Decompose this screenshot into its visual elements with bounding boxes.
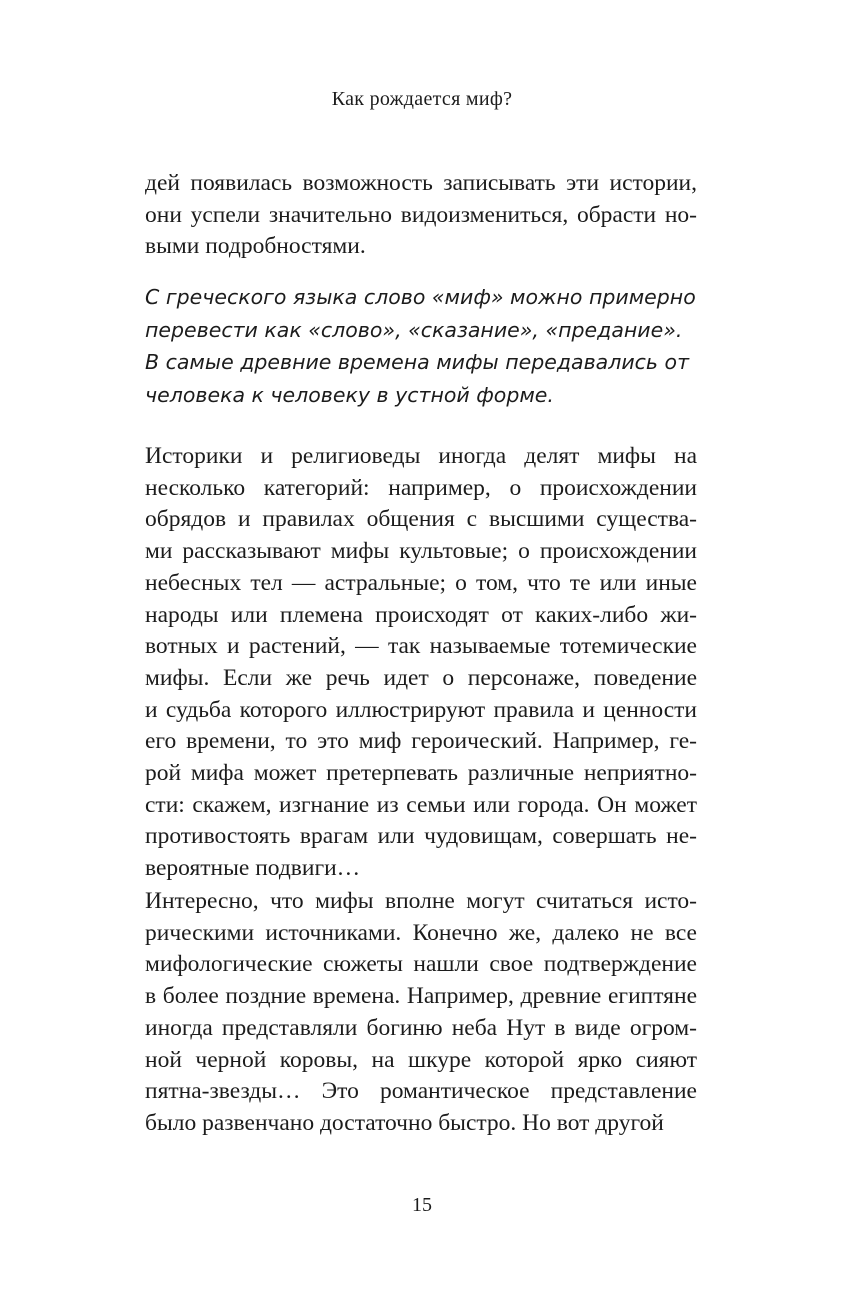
paragraph-continued xyxy=(145,168,697,263)
text-line: народы или племена происходят от каких-либо жи- xyxy=(145,601,697,628)
page-number: 15 xyxy=(412,1194,432,1216)
text-line: его времени, то это миф героический. Например, ге- xyxy=(145,728,697,755)
paragraph-historical-sources xyxy=(145,886,697,1140)
text-line: ми рассказывают мифы культовые; о происхождении xyxy=(145,538,697,565)
text-line: небесных тел — астральные; о том, что те или иные xyxy=(145,569,697,596)
note-line: перевести как «слово», «сказание», «предание». xyxy=(145,317,683,342)
text-line: и судьба которого иллюстрируют правила и ценности xyxy=(145,696,697,723)
text-line: было развенчано достаточно быстро. Но вот другой xyxy=(145,1109,664,1136)
text-line: рическими источниками. Конечно же, далеко не все xyxy=(145,919,697,946)
text-line: несколько категорий: например, о происхождении xyxy=(145,474,697,501)
text-line: мифы. Если же речь идет о персонаже, поведение xyxy=(145,664,697,691)
text-line: выми подробностями. xyxy=(145,233,366,260)
text-line: рой мифа может претерпевать различные неприятно- xyxy=(145,760,697,787)
text-line: дей появилась возможность записывать эти истории, xyxy=(145,170,697,196)
text-line: обрядов и правилах общения с высшими существа- xyxy=(145,506,697,533)
text-line: иногда представляли богиню неба Нут в виде огром- xyxy=(145,1014,697,1041)
paragraph-myth-categories xyxy=(145,441,697,885)
text-line: Интересно, что мифы вполне могут считаться исто- xyxy=(145,888,697,914)
sidebar-note xyxy=(145,281,696,411)
text-line: ной черной коровы, на шкуре которой ярко сияют xyxy=(145,1046,697,1073)
text-line: Историки и религиоведы иногда делят мифы на xyxy=(145,443,697,469)
text-line: сти: скажем, изгнание из семьи или города. Он может xyxy=(145,791,697,818)
text-line: мифологические сюжеты нашли свое подтверждение xyxy=(145,951,697,978)
running-head: Как рождается миф? xyxy=(331,88,513,110)
note-line: человека к человеку в устной форме. xyxy=(145,382,554,407)
text-line: вероятные подвиги… xyxy=(145,855,361,882)
text-line: в более поздние времена. Например, древние египтяне xyxy=(145,983,697,1010)
note-line: В самые древние времена мифы передавались от xyxy=(145,350,690,374)
note-line: С греческого языка слово «миф» можно примерно xyxy=(145,285,696,309)
text-line: они успели значительно видоизмениться, обрасти но- xyxy=(145,201,697,228)
text-line: пятна-звезды… Это романтическое представление xyxy=(145,1078,697,1105)
text-line: вотных и растений, — так называемые тотемические xyxy=(145,633,697,660)
text-line: противостоять врагам или чудовищам, совершать не- xyxy=(145,823,697,850)
